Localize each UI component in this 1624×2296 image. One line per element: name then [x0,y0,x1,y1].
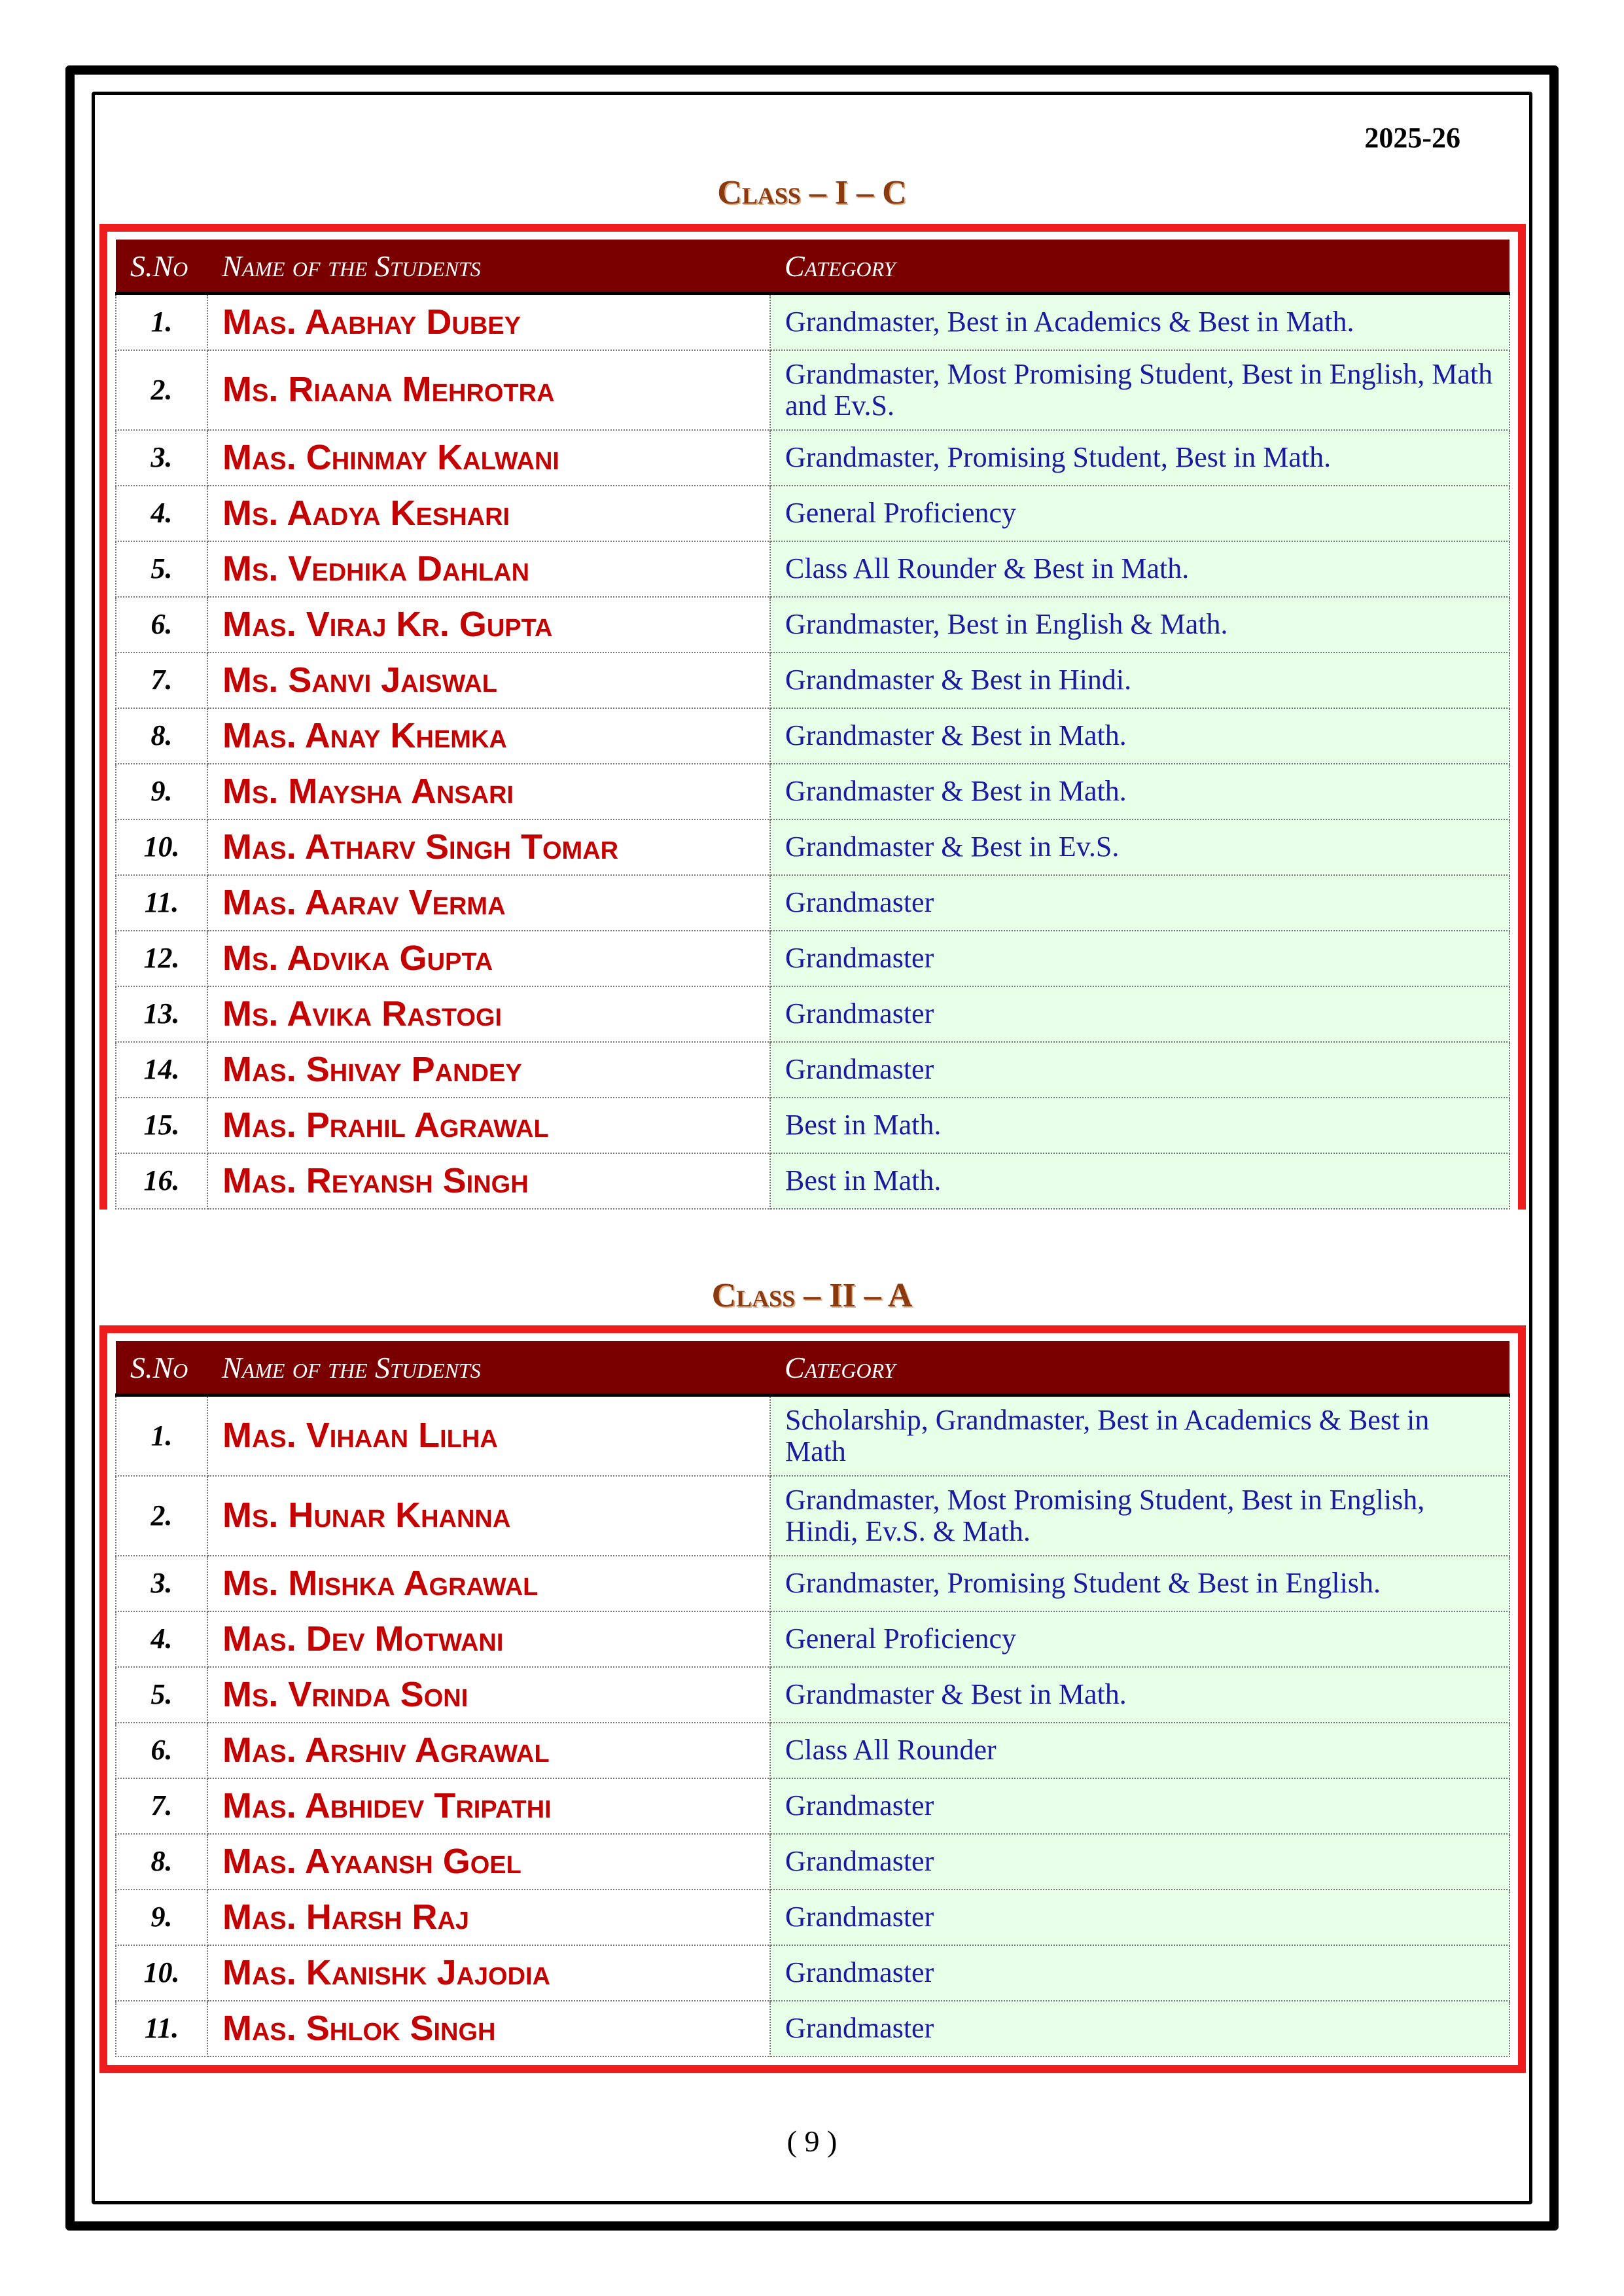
academic-year: 2025-26 [1364,122,1460,154]
serial-number-cell: 9. [116,764,207,819]
serial-number-cell: 10. [116,819,207,875]
table-row [116,1778,1509,1834]
category-cell: Grandmaster, Most Promising Student, Best in English, Math and Ev.S. [770,350,1509,430]
student-name-cell: Ms. Maysha Ansari [207,764,770,819]
serial-number-cell: 5. [116,1667,207,1723]
header-category: Category [770,1341,1509,1395]
serial-number-cell: 6. [116,1723,207,1778]
table-row [116,541,1509,597]
category-cell: Grandmaster [770,1890,1509,1945]
class-2-title: Class – II – A [711,1277,913,1314]
table-row [116,1556,1509,1611]
class-1-title: Class – I – C [717,174,907,211]
serial-number-cell: 8. [116,1834,207,1890]
serial-number-cell: 1. [116,1395,207,1477]
student-name-cell: Ms. Vrinda Soni [207,1667,770,1723]
category-cell: Grandmaster, Promising Student & Best in English. [770,1556,1509,1611]
student-name-cell: Ms. Vedhika Dahlan [207,541,770,597]
serial-number-cell: 4. [116,1611,207,1667]
student-name-cell: Ms. Riaana Mehrotra [207,350,770,430]
category-cell: General Proficiency [770,1611,1509,1667]
header-sno: S.No [116,1341,207,1395]
table-header-row [116,1341,1509,1395]
serial-number-cell: 2. [116,1476,207,1556]
category-cell: Class All Rounder & Best in Math. [770,541,1509,597]
student-name-cell: Ms. Aadya Keshari [207,486,770,541]
class-2-table-frame [99,1325,1526,2073]
header-name: Name of the Students [207,240,770,294]
student-name-cell: Ms. Hunar Khanna [207,1476,770,1556]
student-name-cell: Mas. Anay Khemka [207,708,770,764]
category-cell: Grandmaster & Best in Math. [770,708,1509,764]
category-cell: Grandmaster [770,931,1509,986]
serial-number-cell: 13. [116,986,207,1042]
student-name-cell: Mas. Atharv Singh Tomar [207,819,770,875]
table-row [116,1395,1509,1477]
table-row [116,1611,1509,1667]
table-row [116,819,1509,875]
student-name-cell: Ms. Sanvi Jaiswal [207,653,770,708]
category-cell: Grandmaster [770,2001,1509,2056]
table-header-row [116,240,1509,294]
student-name-cell: Mas. Chinmay Kalwani [207,430,770,486]
category-cell: Class All Rounder [770,1723,1509,1778]
category-cell: General Proficiency [770,486,1509,541]
student-name-cell: Mas. Shivay Pandey [207,1042,770,1098]
header-name: Name of the Students [207,1341,770,1395]
class-1-table-frame [99,224,1526,1210]
serial-number-cell: 4. [116,486,207,541]
serial-number-cell: 10. [116,1945,207,2001]
student-name-cell: Ms. Advika Gupta [207,931,770,986]
student-name-cell: Mas. Arshiv Agrawal [207,1723,770,1778]
category-cell: Grandmaster [770,875,1509,931]
serial-number-cell: 7. [116,653,207,708]
category-cell: Best in Math. [770,1153,1509,1209]
table-row [116,1890,1509,1945]
table-row [116,1945,1509,2001]
category-cell: Grandmaster & Best in Ev.S. [770,819,1509,875]
serial-number-cell: 9. [116,1890,207,1945]
category-cell: Scholarship, Grandmaster, Best in Academics & Best in Math [770,1395,1509,1477]
serial-number-cell: 5. [116,541,207,597]
serial-number-cell: 15. [116,1098,207,1153]
serial-number-cell: 3. [116,430,207,486]
class-2-table [115,1341,1510,2057]
table-row [116,597,1509,653]
table-row [116,875,1509,931]
table-row [116,1723,1509,1778]
table-row [116,430,1509,486]
table-row [116,1098,1509,1153]
student-name-cell: Mas. Harsh Raj [207,1890,770,1945]
category-cell: Grandmaster [770,986,1509,1042]
table-row [116,1153,1509,1209]
table-row [116,294,1509,351]
serial-number-cell: 2. [116,350,207,430]
category-cell: Grandmaster, Best in English & Math. [770,597,1509,653]
category-cell: Grandmaster & Best in Math. [770,1667,1509,1723]
header-category: Category [770,240,1509,294]
category-cell: Grandmaster, Promising Student, Best in Math. [770,430,1509,486]
student-name-cell: Mas. Vihaan Lilha [207,1395,770,1477]
table-row [116,764,1509,819]
student-name-cell: Mas. Aabhay Dubey [207,294,770,351]
category-cell: Grandmaster [770,1778,1509,1834]
serial-number-cell: 6. [116,597,207,653]
student-name-cell: Ms. Mishka Agrawal [207,1556,770,1611]
category-cell: Grandmaster [770,1042,1509,1098]
student-name-cell: Mas. Dev Motwani [207,1611,770,1667]
student-name-cell: Mas. Abhidev Tripathi [207,1778,770,1834]
table-row [116,986,1509,1042]
student-name-cell: Mas. Viraj Kr. Gupta [207,597,770,653]
table-row [116,350,1509,430]
student-name-cell: Ms. Avika Rastogi [207,986,770,1042]
category-cell: Grandmaster & Best in Math. [770,764,1509,819]
header-sno: S.No [116,240,207,294]
student-name-cell: Mas. Reyansh Singh [207,1153,770,1209]
serial-number-cell: 16. [116,1153,207,1209]
table-row [116,1476,1509,1556]
student-name-cell: Mas. Ayaansh Goel [207,1834,770,1890]
category-cell: Best in Math. [770,1098,1509,1153]
page-number: ( 9 ) [786,2125,838,2158]
table-row [116,931,1509,986]
table-row [116,1042,1509,1098]
category-cell: Grandmaster [770,1834,1509,1890]
student-name-cell: Mas. Aarav Verma [207,875,770,931]
table-row [116,708,1509,764]
student-name-cell: Mas. Kanishk Jajodia [207,1945,770,2001]
serial-number-cell: 7. [116,1778,207,1834]
category-cell: Grandmaster & Best in Hindi. [770,653,1509,708]
serial-number-cell: 1. [116,294,207,351]
category-cell: Grandmaster, Best in Academics & Best in Math. [770,294,1509,351]
serial-number-cell: 14. [116,1042,207,1098]
serial-number-cell: 12. [116,931,207,986]
class-1-table [115,240,1510,1210]
serial-number-cell: 8. [116,708,207,764]
table-row [116,486,1509,541]
student-name-cell: Mas. Prahil Agrawal [207,1098,770,1153]
table-row [116,1667,1509,1723]
student-name-cell: Mas. Shlok Singh [207,2001,770,2056]
serial-number-cell: 3. [116,1556,207,1611]
table-row [116,2001,1509,2056]
table-row [116,653,1509,708]
serial-number-cell: 11. [116,2001,207,2056]
category-cell: Grandmaster [770,1945,1509,2001]
category-cell: Grandmaster, Most Promising Student, Best in English, Hindi, Ev.S. & Math. [770,1476,1509,1556]
serial-number-cell: 11. [116,875,207,931]
table-row [116,1834,1509,1890]
